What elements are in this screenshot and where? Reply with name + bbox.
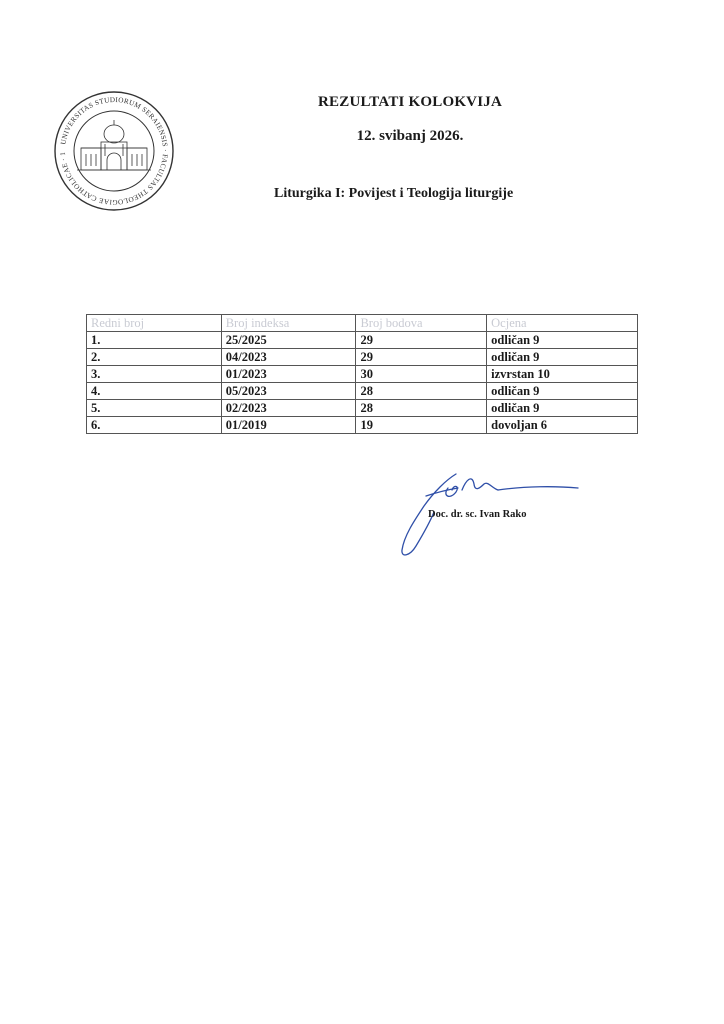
cell-ordinal: 4.	[87, 383, 222, 400]
table-row	[87, 417, 638, 434]
table-row	[87, 332, 638, 349]
cell-points: 28	[356, 400, 487, 417]
exam-date: 12. svibanj 2026.	[356, 128, 464, 144]
cell-grade: izvrstan 10	[487, 366, 638, 383]
table-row	[87, 366, 638, 383]
cell-ordinal: 3.	[87, 366, 222, 383]
table-row	[87, 383, 638, 400]
table-row	[87, 400, 638, 417]
cell-grade: odličan 9	[487, 349, 638, 366]
cell-grade: odličan 9	[487, 400, 638, 417]
cell-grade: dovoljan 6	[487, 417, 638, 434]
cell-index: 01/2023	[221, 366, 356, 383]
cell-grade: odličan 9	[487, 383, 638, 400]
column-header-grade: Ocjena	[487, 315, 638, 332]
cell-points: 29	[356, 349, 487, 366]
cell-grade: odličan 9	[487, 332, 638, 349]
signer-name: Doc. dr. sc. Ivan Rako	[428, 509, 527, 520]
column-header-ordinal: Redni broj	[87, 315, 222, 332]
svg-text:UNIVERSITAS STUDIORUM SERAIENS: UNIVERSITAS STUDIORUM SERAIENSIS · FACULTAS THEOLOGIAE CATHOLICAE · 1	[58, 95, 170, 207]
results-table	[86, 314, 638, 434]
cell-points: 19	[356, 417, 487, 434]
cell-index: 25/2025	[221, 332, 356, 349]
cell-index: 02/2023	[221, 400, 356, 417]
cell-index: 05/2023	[221, 383, 356, 400]
cell-points: 29	[356, 332, 487, 349]
cell-ordinal: 6.	[87, 417, 222, 434]
column-header-index: Broj indeksa	[221, 315, 356, 332]
cell-ordinal: 1.	[87, 332, 222, 349]
university-seal-icon	[53, 90, 175, 212]
table-row	[87, 349, 638, 366]
course-subject: Liturgika I: Povijest i Teologija liturgije	[274, 186, 514, 201]
cell-index: 04/2023	[221, 349, 356, 366]
cell-ordinal: 2.	[87, 349, 222, 366]
cell-points: 28	[356, 383, 487, 400]
cell-index: 01/2019	[221, 417, 356, 434]
cell-points: 30	[356, 366, 487, 383]
table-header-row	[87, 315, 638, 332]
cell-ordinal: 5.	[87, 400, 222, 417]
column-header-points: Broj bodova	[356, 315, 487, 332]
page-title: REZULTATI KOLOKVIJA	[318, 94, 502, 110]
